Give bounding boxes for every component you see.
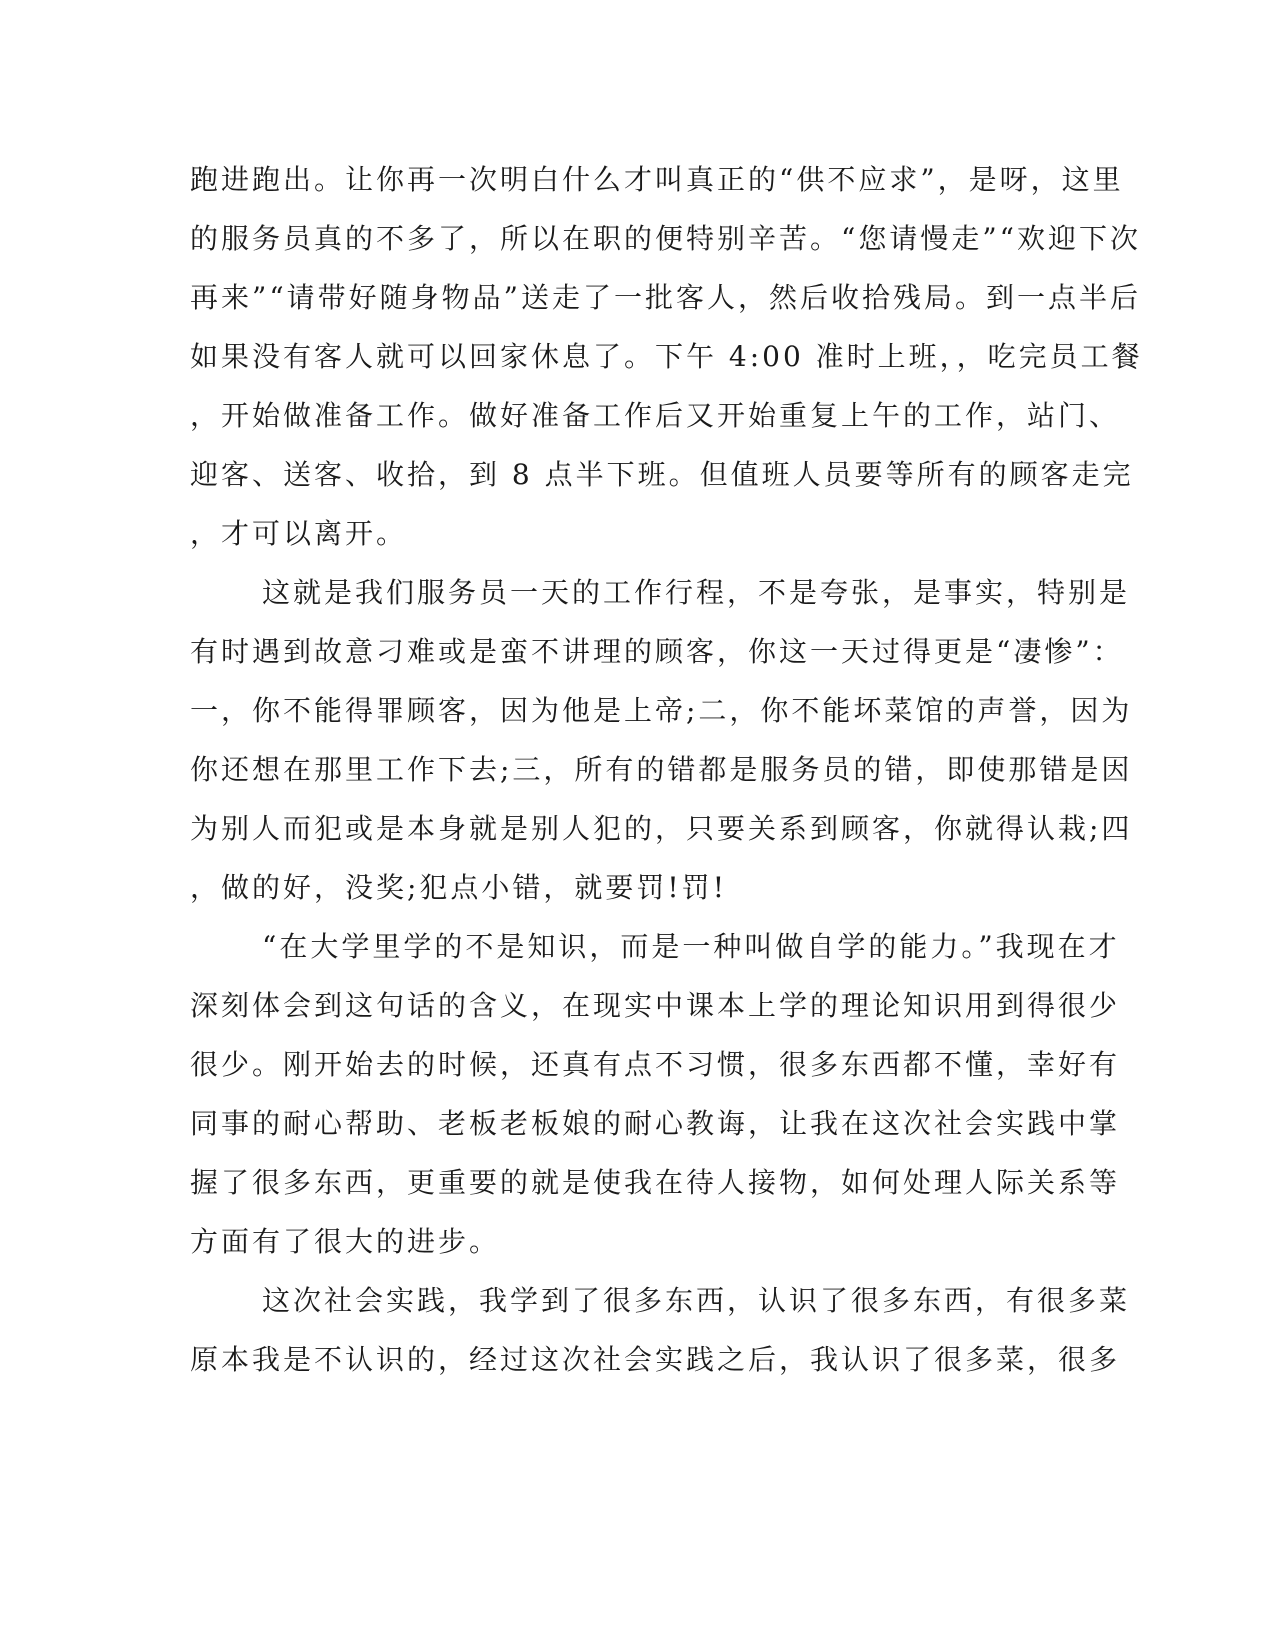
- text-line: 迎客、送客、收拾，到 8 点半下班。但值班人员要等所有的顾客走完: [190, 458, 1134, 491]
- text-line: 握了很多东西，更重要的就是使我在待人接物，如何处理人际关系等: [190, 1166, 1121, 1199]
- text-line: 原本我是不认识的，经过这次社会实践之后，我认识了很多菜，很多: [190, 1343, 1121, 1376]
- text-line: 很少。刚开始去的时候，还真有点不习惯，很多东西都不懂，幸好有: [190, 1048, 1121, 1081]
- text-line: 的服务员真的不多了，所以在职的便特别辛苦。“您请慢走”“欢迎下次: [190, 222, 1141, 255]
- paragraph-first-line: 这就是我们服务员一天的工作行程，不是夸张，是事实，特别是: [262, 576, 1131, 609]
- text-line: 跑进跑出。让你再一次明白什么才叫真正的“供不应求”，是呀，这里: [190, 163, 1124, 196]
- text-line: ，开始做准备工作。做好准备工作后又开始重复上午的工作，站门、: [190, 399, 1121, 432]
- paragraph-first-line: 这次社会实践，我学到了很多东西，认识了很多东西，有很多菜: [262, 1284, 1131, 1317]
- text-line: 如果没有客人就可以回家休息了。下午 4:00 准时上班，，吃完员工餐: [190, 340, 1143, 373]
- text-line: 同事的耐心帮助、老板老板娘的耐心教诲，让我在这次社会实践中掌: [190, 1107, 1121, 1140]
- text-line: 方面有了很大的进步。: [190, 1225, 501, 1258]
- paragraph-first-line: “在大学里学的不是知识，而是一种叫做自学的能力。”我现在才: [262, 930, 1120, 963]
- text-line: 有时遇到故意刁难或是蛮不讲理的顾客，你这一天过得更是“凄惨”：: [190, 635, 1124, 668]
- text-line: 你还想在那里工作下去;三，所有的错都是服务员的错，即使那错是因: [190, 753, 1133, 786]
- text-line: 为别人而犯或是本身就是别人犯的，只要关系到顾客，你就得认栽;四: [190, 812, 1133, 845]
- text-line: 深刻体会到这句话的含义，在现实中课本上学的理论知识用到得很少: [190, 989, 1121, 1022]
- text-line: 一，你不能得罪顾客，因为他是上帝;二，你不能坏菜馆的声誉，因为: [190, 694, 1133, 727]
- text-line: 再来”“请带好随身物品”送走了一批客人，然后收拾残局。到一点半后: [190, 281, 1141, 314]
- text-line: ，做的好，没奖;犯点小错，就要罚!罚!: [190, 871, 727, 904]
- text-line: ，才可以离开。: [190, 517, 408, 550]
